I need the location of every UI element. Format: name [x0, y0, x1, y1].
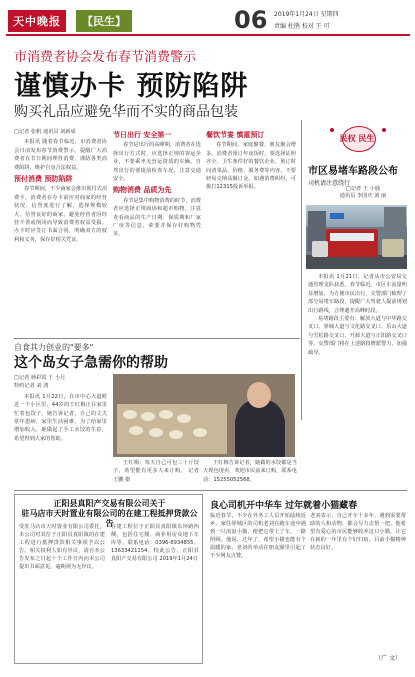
article1-column-3: [206, 128, 296, 336]
column-divider: [301, 120, 302, 420]
public-notice-box: [14, 494, 203, 664]
traffic-photo: [306, 205, 407, 269]
section-divider: [14, 490, 407, 491]
article1-subhead: 餐饮节宴 慎重预订: [206, 131, 265, 139]
article1-headline: 谨慎办卡 预防陷阱: [14, 71, 249, 102]
article1-column-2: [113, 128, 201, 336]
editor-credits: 责编 杜鹃 校对 王 可: [274, 23, 330, 30]
article3-paragraph: 易堵路段主要有：解放大道与中华路交叉口、驿城大道与文化路交叉口、乐山大道与雪松路交叉口、开源大道与正阳路交叉口等。交警部门将在上述路段增派警力，加强疏导。: [308, 316, 407, 356]
photo-caption-left: 王红梅：每天自己可包三十斤饺子，希望能有更多人来订购。 记者 王鹏 摄: [113, 460, 199, 483]
article1-paragraph: 春节期间，家庭聚餐、朋友聚会增多。消费者预订年夜饭时，要选择证照齐全、卫生条件好的餐饮企业，预订时问清菜品、价格、服务费等内容，不要轻易交纳高额订金。如遇消费纠纷，可拨打12315投诉举报。: [206, 142, 296, 191]
badge-label: 民权 民生: [339, 134, 375, 143]
article1-subhead: 购物消费 品质为先: [113, 186, 172, 195]
news-brief-column-1: 临近春节，不少在外务工人员开始陆续返乡。家住驿城区的司机老刘在跑车途中遇到一只流浪小猫，便把它带上了车，一路照顾。他说，过年了，希望小猫也能有个温暖的家。老刘的举动在朋友圈里引起了不少网友点赞。: [210, 513, 306, 559]
article3-byline: □记者 王 小鹿 通讯员 李国庆 刘 丽: [339, 186, 387, 199]
column-badge: [308, 118, 406, 160]
article2-paragraph: 本报讯 1月22日，在市中心大道附近一个小区里，44岁的王红梅正在家里忙着包饺子。她告诉记者，自己的丈夫常年患病，家里生活困难，为了给家里增加收入，她做起了手工水饺的生意，希望得到大家的帮助。: [14, 393, 107, 442]
person-icon: [235, 400, 285, 457]
article1-subheadline: 购买礼品应避免华而不实的商品包装: [14, 104, 238, 120]
issue-date: 2019年1月24日 星期四: [274, 11, 339, 18]
article1-paragraph: 本报讯 随着春节临近，市消费者协会日前发布春节消费警示，提醒广大消费者在节日期间理性消费，谨防各类消费陷阱，维护自身合法权益。: [14, 139, 107, 171]
article3-body: [308, 273, 407, 473]
dumpling-photo: [113, 374, 295, 457]
news-brief-headline: 良心司机开中华车 过年就着小猫藏春: [210, 501, 358, 511]
article2-body: [14, 374, 107, 486]
notice-column-2: 在建工程位于正阳县真阳镇东环路西侧，包括住宅楼、商业用房及地下车库等。联系电话：0396-8934855、13633421154。特此公告。正阳县真阳产交易有限公司 2019年1月24日: [111, 524, 199, 562]
article1-subhead: 节日出行 安全第一: [113, 131, 172, 139]
article2-byline: □记者 杨彩霞 王 小月 特约记者 刘 鸿: [14, 375, 66, 390]
article1-byline: □记者 张帆 通讯员 刘新成: [14, 129, 76, 135]
article1-column-1: [14, 128, 107, 336]
article1-kicker: 市消费者协会发布春节消费警示: [14, 50, 197, 65]
page-number: 06: [234, 6, 268, 34]
article3-subheadline: 司机请注意绕行: [308, 180, 351, 187]
article1-paragraph: 春节是出行的高峰期，消费者在选择出行方式时，应选择正规的客运企业，不要乘坐无营运资质的车辆。自驾出行的要提前检查车况，注意交通安全。: [113, 142, 201, 183]
section-divider: [14, 338, 300, 339]
news-brief-column-2: 老刘表示，自己开车十多年，遇到需要帮助的人和动物，都会尽力去帮一把。他希望有爱心的市民能够收养这只小猫，让它在新的一年里有个好归宿。目前小猫精神状态良好。: [310, 513, 406, 551]
article3-headline: 市区易堵车路段公布: [308, 166, 398, 177]
news-brief-credit: （广 文）: [375, 655, 401, 662]
masthead: [6, 4, 410, 36]
article3-paragraph: 本报讯 1月21日，记者从市公安局交通管理支队获悉，春节临近，市区车流量明显增加，为方便市民出行，交警部门梳理了部分易堵车路段，提醒广大驾驶人提前规划出行路线，合理避开高峰时段。: [308, 274, 407, 314]
badge-decoration-icon: [382, 128, 386, 132]
car-icon: [312, 241, 328, 257]
news-brief-box: [208, 494, 407, 664]
newspaper-logo: 天中晚报: [8, 10, 66, 32]
article1-paragraph: 春节是集中购物消费的时节，消费者应选择正规商场和超市购物，注意查看商品的生产日期、保质期和厂家厂址等信息，索要并保存好购物凭证。: [113, 197, 201, 238]
article1-subhead: 预付消费 预防陷阱: [14, 175, 73, 184]
car-icon: [382, 239, 404, 257]
section-label: 【民生】: [76, 10, 132, 32]
notice-column-1: 受驻马店市天时置业有限公司委托，本公司对其位于正阳县真阳镇的在建工程进行抵押贷款相关事项予以公告。相关权利人如有异议，请自本公告发布之日起十个工作日内向本公司提出书面意见，逾期视为无异议。: [19, 524, 105, 570]
article2-kicker: 自食其力创业的"要多": [14, 343, 94, 352]
article2-headline: 这个岛女子急需你的帮助: [14, 355, 168, 371]
badge-decoration-icon: [330, 128, 334, 132]
notice-title: 正阳县真阳产交易有限公司关于 驻马店市天时置业有限公司的在建工程抵押贷款公告: [21, 499, 198, 528]
photo-caption-right: 王红梅告诉记者，她做的水饺都是当天现包现卖，欢迎市民前来订购，联系电话：15255052568。: [203, 460, 297, 483]
article1-paragraph: 春节期间，不少商家会推出预付式消费卡，消费者在办卡前应对商家的经营状况、信誉度进行了解，选择规模较大、信誉良好的商家，避免经营者因经营不善或倒闭而导致消费者权益受损。办卡时应签订书面合同，明确双方的权利和义务，保存好相关凭证。: [14, 186, 107, 243]
